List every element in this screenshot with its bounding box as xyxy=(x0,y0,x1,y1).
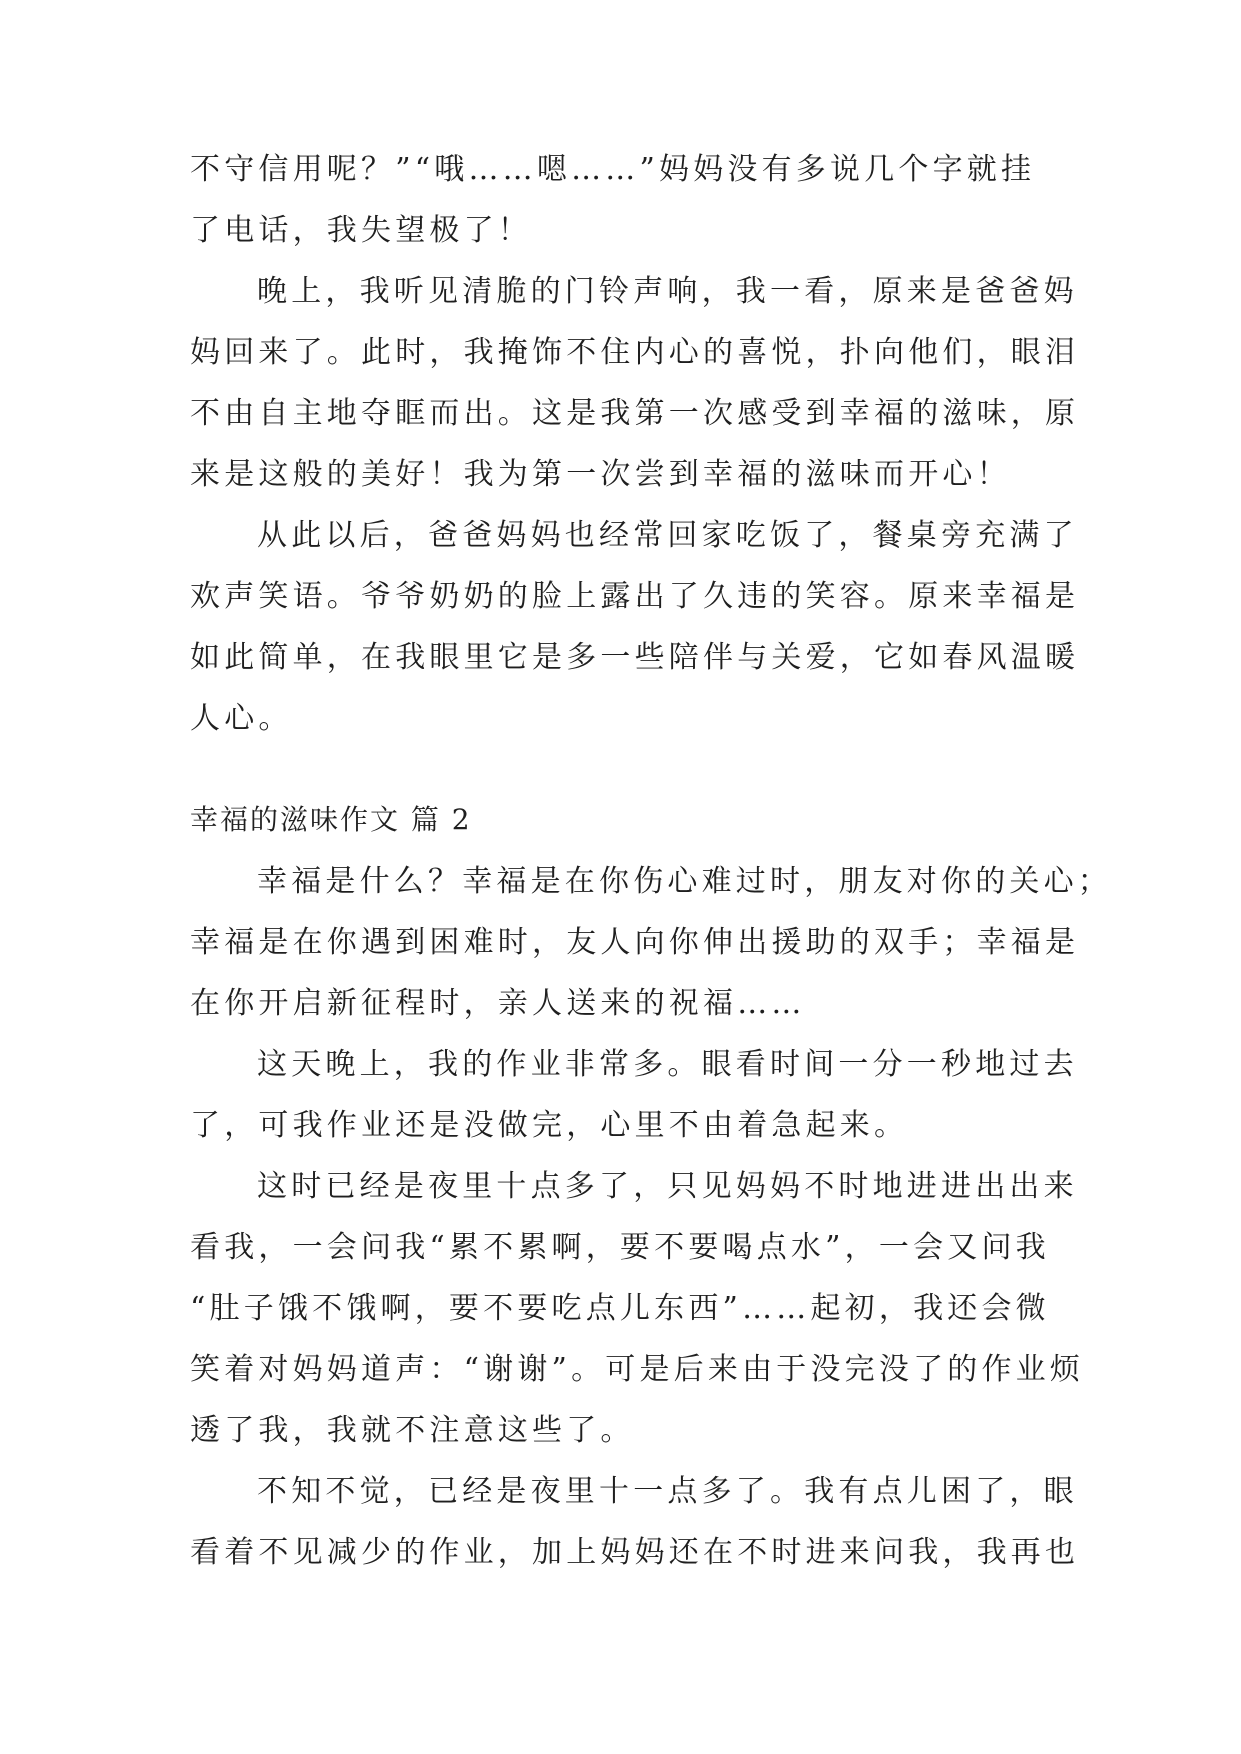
paragraph-line: “肚子饿不饿啊，要不要吃点儿东西”……起初，我还会微 xyxy=(190,1291,1050,1326)
paragraph-line: 晚上，我听见清脆的门铃声响，我一看，原来是爸爸妈 xyxy=(257,274,1078,309)
paragraph-line: 幸福是什么？幸福是在你伤心难过时，朋友对你的关心； xyxy=(257,864,1112,899)
paragraph-line: 了，可我作业还是没做完，心里不由着急起来。 xyxy=(190,1108,909,1143)
paragraph-line: 从此以后，爸爸妈妈也经常回家吃饭了，餐桌旁充满了 xyxy=(257,518,1078,553)
paragraph-line: 不由自主地夺眶而出。这是我第一次感受到幸福的滋味，原 xyxy=(190,396,1080,431)
paragraph-line: 如此简单，在我眼里它是多一些陪伴与关爱，它如春风温暖 xyxy=(190,640,1080,675)
paragraph-line: 了电话，我失望极了！ xyxy=(190,213,532,248)
paragraph-line: 看着不见减少的作业，加上妈妈还在不时进来问我，我再也 xyxy=(190,1535,1080,1570)
paragraph-line: 看我，一会问我“累不累啊，要不要喝点水”，一会又问我 xyxy=(190,1230,1050,1265)
paragraph-line: 这时已经是夜里十点多了，只见妈妈不时地进进出出来 xyxy=(257,1169,1078,1204)
section-heading: 幸福的滋味作文 篇 2 xyxy=(190,803,472,836)
paragraph-line: 不知不觉，已经是夜里十一点多了。我有点儿困了，眼 xyxy=(257,1474,1078,1509)
paragraph-line: 笑着对妈妈道声：“谢谢”。可是后来由于没完没了的作业烦 xyxy=(190,1352,1085,1387)
paragraph-line: 欢声笑语。爷爷奶奶的脸上露出了久违的笑容。原来幸福是 xyxy=(190,579,1080,614)
paragraph-line: 不守信用呢？”“哦……嗯……”妈妈没有多说几个字就挂 xyxy=(190,152,1036,187)
paragraph-line: 透了我，我就不注意这些了。 xyxy=(190,1413,635,1448)
paragraph-line: 妈回来了。此时，我掩饰不住内心的喜悦，扑向他们，眼泪 xyxy=(190,335,1080,370)
paragraph-line: 在你开启新征程时，亲人送来的祝福…… xyxy=(190,986,806,1021)
paragraph-line: 人心。 xyxy=(190,701,293,736)
paragraph-line: 来是这般的美好！我为第一次尝到幸福的滋味而开心！ xyxy=(190,457,1011,492)
paragraph-line: 幸福是在你遇到困难时，友人向你伸出援助的双手；幸福是 xyxy=(190,925,1080,960)
paragraph-line: 这天晚上，我的作业非常多。眼看时间一分一秒地过去 xyxy=(257,1047,1078,1082)
